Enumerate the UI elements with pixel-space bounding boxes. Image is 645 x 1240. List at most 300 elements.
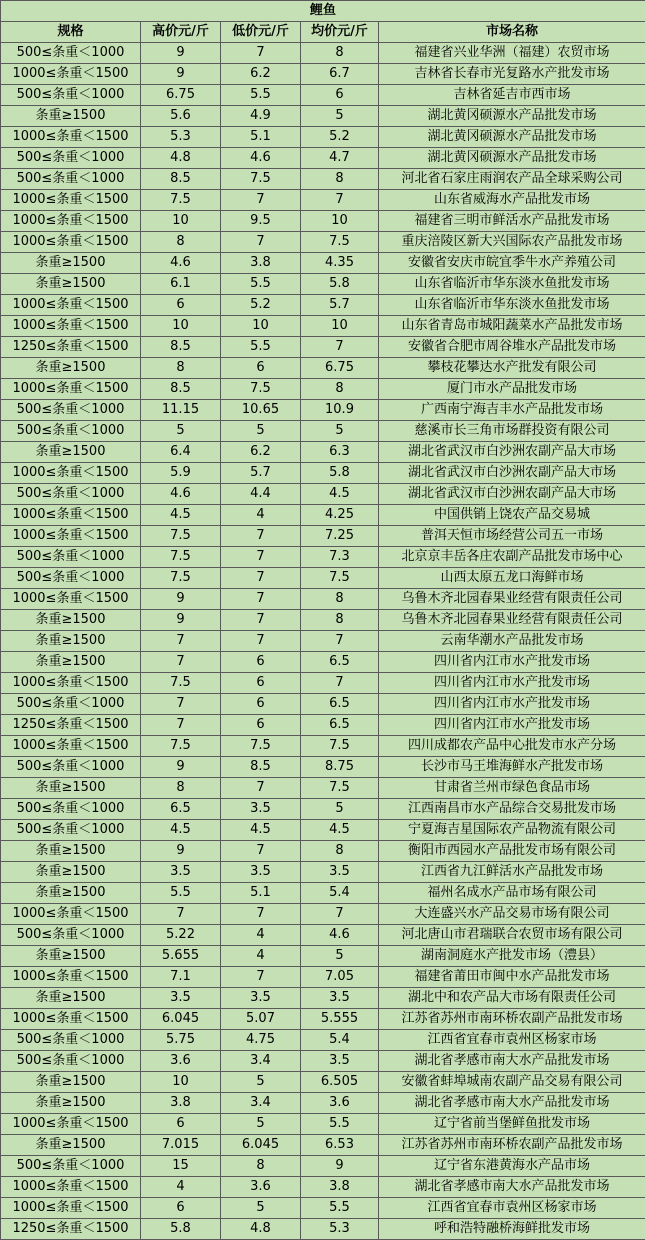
cell-avg-price: 5.555 — [301, 1009, 379, 1030]
cell-high-price: 7.5 — [141, 526, 221, 547]
cell-avg-price: 5.5 — [301, 1198, 379, 1219]
cell-spec: 500≤条重＜1000 — [1, 568, 141, 589]
table-row — [1, 337, 645, 358]
cell-market-name: 湖北省孝感市南大水产品批发市场 — [379, 1093, 645, 1114]
table-row — [1, 1030, 645, 1051]
cell-spec: 1000≤条重＜1500 — [1, 211, 141, 232]
cell-market-name: 山东省临沂市华东淡水鱼批发市场 — [379, 295, 645, 316]
cell-spec: 1000≤条重＜1500 — [1, 589, 141, 610]
cell-low-price: 7 — [221, 589, 301, 610]
cell-high-price: 7.5 — [141, 568, 221, 589]
cell-spec: 条重≥1500 — [1, 106, 141, 127]
cell-market-name: 甘肃省兰州市绿色食品市场 — [379, 778, 645, 799]
cell-low-price: 5.2 — [221, 295, 301, 316]
table-row — [1, 1093, 645, 1114]
cell-low-price: 3.6 — [221, 1177, 301, 1198]
cell-avg-price: 5 — [301, 946, 379, 967]
table-row — [1, 946, 645, 967]
cell-spec: 500≤条重＜1000 — [1, 757, 141, 778]
cell-avg-price: 5 — [301, 421, 379, 442]
cell-high-price: 10 — [141, 316, 221, 337]
cell-market-name: 四川省内江市水产批发市场 — [379, 715, 645, 736]
cell-avg-price: 4.25 — [301, 505, 379, 526]
table-row — [1, 631, 645, 652]
cell-low-price: 7 — [221, 841, 301, 862]
table-row — [1, 106, 645, 127]
table-row — [1, 1219, 645, 1240]
cell-market-name: 安徽省合肥市周谷堆水产品批发市场 — [379, 337, 645, 358]
cell-market-name: 江西省九江鲜活水产品批发市场 — [379, 862, 645, 883]
cell-low-price: 7.5 — [221, 169, 301, 190]
cell-high-price: 7.5 — [141, 547, 221, 568]
cell-low-price: 5.5 — [221, 337, 301, 358]
header-avg-price: 均价元/斤 — [301, 22, 379, 43]
cell-high-price: 6.75 — [141, 85, 221, 106]
cell-low-price: 5.07 — [221, 1009, 301, 1030]
cell-spec: 1250≤条重＜1500 — [1, 1219, 141, 1240]
cell-high-price: 5.3 — [141, 127, 221, 148]
table-body — [1, 43, 645, 1240]
cell-spec: 条重≥1500 — [1, 1135, 141, 1156]
cell-avg-price: 5.2 — [301, 127, 379, 148]
cell-market-name: 安徽省安庆市皖宜季牛水产养殖公司 — [379, 253, 645, 274]
cell-low-price: 6.2 — [221, 64, 301, 85]
cell-avg-price: 7 — [301, 631, 379, 652]
cell-low-price: 6 — [221, 358, 301, 379]
table-title: 鲤鱼 — [1, 1, 645, 22]
cell-high-price: 8.5 — [141, 337, 221, 358]
cell-low-price: 6.045 — [221, 1135, 301, 1156]
title-row — [1, 1, 645, 22]
cell-spec: 1000≤条重＜1500 — [1, 379, 141, 400]
cell-low-price: 3.5 — [221, 799, 301, 820]
cell-low-price: 5.1 — [221, 883, 301, 904]
cell-high-price: 9 — [141, 64, 221, 85]
cell-market-name: 福建省兴业华洲（福建）农贸市场 — [379, 43, 645, 64]
cell-spec: 条重≥1500 — [1, 253, 141, 274]
cell-high-price: 9 — [141, 43, 221, 64]
cell-high-price: 4.8 — [141, 148, 221, 169]
cell-market-name: 辽宁省东港黄海水产品市场 — [379, 1156, 645, 1177]
table-row — [1, 799, 645, 820]
cell-spec: 500≤条重＜1000 — [1, 484, 141, 505]
table-row — [1, 904, 645, 925]
table-row — [1, 1156, 645, 1177]
table-row — [1, 127, 645, 148]
cell-low-price: 7 — [221, 43, 301, 64]
cell-avg-price: 7 — [301, 337, 379, 358]
cell-market-name: 湖北省武汉市白沙洲农副产品大市场 — [379, 484, 645, 505]
cell-low-price: 7 — [221, 232, 301, 253]
cell-market-name: 湖北省孝感市南大水产品批发市场 — [379, 1051, 645, 1072]
cell-low-price: 4.5 — [221, 820, 301, 841]
cell-spec: 条重≥1500 — [1, 358, 141, 379]
table-row — [1, 1072, 645, 1093]
cell-low-price: 5.7 — [221, 463, 301, 484]
cell-spec: 500≤条重＜1000 — [1, 925, 141, 946]
cell-spec: 条重≥1500 — [1, 1093, 141, 1114]
cell-market-name: 宁夏海吉星国际农产品物流有限公司 — [379, 820, 645, 841]
cell-avg-price: 4.5 — [301, 484, 379, 505]
table-row — [1, 694, 645, 715]
cell-high-price: 7.5 — [141, 673, 221, 694]
table-row — [1, 841, 645, 862]
header-high-price: 高价元/斤 — [141, 22, 221, 43]
cell-spec: 500≤条重＜1000 — [1, 1156, 141, 1177]
cell-spec: 500≤条重＜1000 — [1, 421, 141, 442]
cell-market-name: 湖北黄冈硕源水产品批发市场 — [379, 127, 645, 148]
cell-high-price: 9 — [141, 757, 221, 778]
cell-avg-price: 7.5 — [301, 568, 379, 589]
cell-market-name: 山东省威海水产品批发市场 — [379, 190, 645, 211]
cell-low-price: 10.65 — [221, 400, 301, 421]
cell-market-name: 江苏省苏州市南环桥农副产品批发市场 — [379, 1009, 645, 1030]
cell-spec: 500≤条重＜1000 — [1, 85, 141, 106]
cell-low-price: 5.5 — [221, 274, 301, 295]
cell-low-price: 5 — [221, 1114, 301, 1135]
cell-avg-price: 5 — [301, 799, 379, 820]
table-row — [1, 757, 645, 778]
cell-avg-price: 7.3 — [301, 547, 379, 568]
cell-spec: 1000≤条重＜1500 — [1, 904, 141, 925]
cell-low-price: 7 — [221, 190, 301, 211]
header-low-price: 低价元/斤 — [221, 22, 301, 43]
cell-low-price: 9.5 — [221, 211, 301, 232]
table-row — [1, 463, 645, 484]
cell-high-price: 7.015 — [141, 1135, 221, 1156]
cell-high-price: 6 — [141, 1198, 221, 1219]
cell-spec: 500≤条重＜1000 — [1, 547, 141, 568]
cell-high-price: 10 — [141, 211, 221, 232]
cell-high-price: 3.8 — [141, 1093, 221, 1114]
cell-spec: 条重≥1500 — [1, 946, 141, 967]
cell-market-name: 吉林省长春市光复路水产批发市场 — [379, 64, 645, 85]
cell-spec: 1000≤条重＜1500 — [1, 736, 141, 757]
cell-market-name: 广西南宁海吉丰水产品批发市场 — [379, 400, 645, 421]
cell-spec: 条重≥1500 — [1, 610, 141, 631]
table-row — [1, 484, 645, 505]
table-row — [1, 43, 645, 64]
cell-market-name: 四川省内江市水产批发市场 — [379, 673, 645, 694]
cell-spec: 条重≥1500 — [1, 652, 141, 673]
cell-market-name: 长沙市马王堆海鲜水产批发市场 — [379, 757, 645, 778]
table-row — [1, 253, 645, 274]
cell-low-price: 5 — [221, 421, 301, 442]
cell-market-name: 湖南洞庭水产批发市场（澧县） — [379, 946, 645, 967]
cell-high-price: 7 — [141, 694, 221, 715]
cell-low-price: 5.5 — [221, 85, 301, 106]
cell-avg-price: 5.8 — [301, 274, 379, 295]
cell-high-price: 6.045 — [141, 1009, 221, 1030]
cell-spec: 1000≤条重＜1500 — [1, 1198, 141, 1219]
cell-spec: 500≤条重＜1000 — [1, 43, 141, 64]
table-row — [1, 715, 645, 736]
cell-high-price: 4.6 — [141, 484, 221, 505]
cell-low-price: 5.1 — [221, 127, 301, 148]
cell-market-name: 北京京丰岳各庄农副产品批发市场中心 — [379, 547, 645, 568]
cell-high-price: 6.1 — [141, 274, 221, 295]
cell-avg-price: 6.5 — [301, 715, 379, 736]
cell-spec: 1000≤条重＜1500 — [1, 295, 141, 316]
cell-avg-price: 7.5 — [301, 778, 379, 799]
cell-high-price: 6.4 — [141, 442, 221, 463]
cell-market-name: 河北省石家庄雨润农产品全球采购公司 — [379, 169, 645, 190]
cell-spec: 500≤条重＜1000 — [1, 820, 141, 841]
cell-high-price: 7 — [141, 904, 221, 925]
cell-high-price: 7 — [141, 652, 221, 673]
cell-avg-price: 6.7 — [301, 64, 379, 85]
table-row — [1, 736, 645, 757]
table-row — [1, 925, 645, 946]
cell-avg-price: 7.5 — [301, 232, 379, 253]
cell-high-price: 3.5 — [141, 862, 221, 883]
cell-high-price: 5.22 — [141, 925, 221, 946]
cell-spec: 1250≤条重＜1500 — [1, 337, 141, 358]
cell-market-name: 厦门市水产品批发市场 — [379, 379, 645, 400]
table-row — [1, 316, 645, 337]
cell-spec: 条重≥1500 — [1, 988, 141, 1009]
cell-low-price: 4.9 — [221, 106, 301, 127]
table-row — [1, 1114, 645, 1135]
cell-avg-price: 3.8 — [301, 1177, 379, 1198]
cell-spec: 1000≤条重＜1500 — [1, 505, 141, 526]
cell-high-price: 4.5 — [141, 505, 221, 526]
cell-avg-price: 7.05 — [301, 967, 379, 988]
cell-avg-price: 7.5 — [301, 736, 379, 757]
cell-low-price: 7.5 — [221, 736, 301, 757]
cell-low-price: 4 — [221, 946, 301, 967]
table-row — [1, 358, 645, 379]
cell-high-price: 7.5 — [141, 190, 221, 211]
table-row — [1, 148, 645, 169]
table-row — [1, 505, 645, 526]
cell-low-price: 3.5 — [221, 988, 301, 1009]
cell-spec: 1000≤条重＜1500 — [1, 1177, 141, 1198]
cell-market-name: 江西省宜春市袁州区杨家市场 — [379, 1198, 645, 1219]
cell-high-price: 5.5 — [141, 883, 221, 904]
cell-spec: 条重≥1500 — [1, 841, 141, 862]
cell-market-name: 四川省内江市水产批发市场 — [379, 694, 645, 715]
table-row — [1, 421, 645, 442]
cell-market-name: 山东省青岛市城阳蔬菜水产品批发市场 — [379, 316, 645, 337]
cell-avg-price: 6.5 — [301, 652, 379, 673]
cell-market-name: 吉林省延吉市西市场 — [379, 85, 645, 106]
cell-avg-price: 3.5 — [301, 988, 379, 1009]
cell-low-price: 7 — [221, 547, 301, 568]
cell-spec: 1000≤条重＜1500 — [1, 673, 141, 694]
cell-market-name: 衡阳市西园水产品批发市场有限公司 — [379, 841, 645, 862]
cell-low-price: 5 — [221, 1072, 301, 1093]
table-row — [1, 274, 645, 295]
cell-avg-price: 5.4 — [301, 1030, 379, 1051]
cell-spec: 1000≤条重＜1500 — [1, 1114, 141, 1135]
cell-avg-price: 3.5 — [301, 1051, 379, 1072]
cell-high-price: 3.5 — [141, 988, 221, 1009]
cell-avg-price: 10 — [301, 316, 379, 337]
cell-market-name: 江苏省苏州市南环桥农副产品批发市场 — [379, 1135, 645, 1156]
cell-market-name: 云南华潮水产品批发市场 — [379, 631, 645, 652]
cell-avg-price: 8.75 — [301, 757, 379, 778]
cell-spec: 条重≥1500 — [1, 274, 141, 295]
table-row — [1, 64, 645, 85]
cell-high-price: 9 — [141, 610, 221, 631]
cell-market-name: 普洱天恒市场经营公司五一市场 — [379, 526, 645, 547]
table-row — [1, 442, 645, 463]
table-row — [1, 820, 645, 841]
cell-avg-price: 8 — [301, 589, 379, 610]
table-row — [1, 967, 645, 988]
cell-avg-price: 10 — [301, 211, 379, 232]
cell-avg-price: 3.6 — [301, 1093, 379, 1114]
cell-high-price: 8.5 — [141, 379, 221, 400]
cell-low-price: 4 — [221, 925, 301, 946]
table-row — [1, 1051, 645, 1072]
cell-high-price: 7 — [141, 715, 221, 736]
cell-low-price: 7.5 — [221, 379, 301, 400]
cell-high-price: 7.1 — [141, 967, 221, 988]
cell-spec: 500≤条重＜1000 — [1, 169, 141, 190]
cell-low-price: 6 — [221, 652, 301, 673]
cell-spec: 条重≥1500 — [1, 442, 141, 463]
cell-low-price: 6 — [221, 673, 301, 694]
cell-low-price: 7 — [221, 526, 301, 547]
table-row — [1, 673, 645, 694]
table-row — [1, 778, 645, 799]
cell-spec: 条重≥1500 — [1, 631, 141, 652]
cell-spec: 500≤条重＜1000 — [1, 148, 141, 169]
cell-high-price: 5.9 — [141, 463, 221, 484]
table-row — [1, 1198, 645, 1219]
cell-low-price: 4.75 — [221, 1030, 301, 1051]
cell-market-name: 山东省临沂市华东淡水鱼批发市场 — [379, 274, 645, 295]
cell-spec: 条重≥1500 — [1, 862, 141, 883]
cell-avg-price: 5.7 — [301, 295, 379, 316]
cell-market-name: 安徽省蚌埠城南农副产品交易有限公司 — [379, 1072, 645, 1093]
cell-low-price: 7 — [221, 967, 301, 988]
table-row — [1, 988, 645, 1009]
cell-high-price: 6 — [141, 1114, 221, 1135]
cell-high-price: 6.5 — [141, 799, 221, 820]
cell-market-name: 乌鲁木齐北园春果业经营有限责任公司 — [379, 610, 645, 631]
cell-high-price: 5.655 — [141, 946, 221, 967]
cell-low-price: 6 — [221, 694, 301, 715]
cell-high-price: 7 — [141, 631, 221, 652]
cell-high-price: 7.5 — [141, 736, 221, 757]
cell-avg-price: 6.5 — [301, 694, 379, 715]
cell-low-price: 3.8 — [221, 253, 301, 274]
cell-market-name: 中国供销上饶农产品交易城 — [379, 505, 645, 526]
cell-avg-price: 8 — [301, 610, 379, 631]
cell-high-price: 8 — [141, 778, 221, 799]
cell-high-price: 5.8 — [141, 1219, 221, 1240]
cell-market-name: 攀枝花攀达水产批发有限公司 — [379, 358, 645, 379]
cell-low-price: 8.5 — [221, 757, 301, 778]
cell-low-price: 7 — [221, 568, 301, 589]
cell-avg-price: 6 — [301, 85, 379, 106]
cell-avg-price: 8 — [301, 841, 379, 862]
cell-avg-price: 4.5 — [301, 820, 379, 841]
header-row — [1, 22, 645, 43]
table-row — [1, 547, 645, 568]
table-row — [1, 295, 645, 316]
cell-high-price: 6 — [141, 295, 221, 316]
cell-spec: 1000≤条重＜1500 — [1, 232, 141, 253]
cell-high-price: 8 — [141, 358, 221, 379]
cell-market-name: 乌鲁木齐北园春果业经营有限责任公司 — [379, 589, 645, 610]
cell-spec: 500≤条重＜1000 — [1, 694, 141, 715]
cell-low-price: 4.8 — [221, 1219, 301, 1240]
table-row — [1, 652, 645, 673]
cell-spec: 1000≤条重＜1500 — [1, 64, 141, 85]
cell-high-price: 9 — [141, 841, 221, 862]
cell-avg-price: 3.5 — [301, 862, 379, 883]
cell-avg-price: 4.7 — [301, 148, 379, 169]
cell-market-name: 福建省莆田市闽中水产品批发市场 — [379, 967, 645, 988]
cell-avg-price: 4.6 — [301, 925, 379, 946]
cell-avg-price: 5.5 — [301, 1114, 379, 1135]
cell-low-price: 3.4 — [221, 1093, 301, 1114]
cell-market-name: 呼和浩特融桥海鲜批发市场 — [379, 1219, 645, 1240]
cell-spec: 500≤条重＜1000 — [1, 400, 141, 421]
cell-market-name: 四川省内江市水产批发市场 — [379, 652, 645, 673]
table-row — [1, 232, 645, 253]
cell-spec: 条重≥1500 — [1, 883, 141, 904]
cell-avg-price: 5.8 — [301, 463, 379, 484]
cell-low-price: 7 — [221, 610, 301, 631]
cell-spec: 1000≤条重＜1500 — [1, 526, 141, 547]
cell-high-price: 10 — [141, 1072, 221, 1093]
cell-spec: 1000≤条重＜1500 — [1, 967, 141, 988]
cell-avg-price: 5 — [301, 106, 379, 127]
cell-spec: 500≤条重＜1000 — [1, 1030, 141, 1051]
cell-market-name: 大连盛兴水产品交易市场有限公司 — [379, 904, 645, 925]
cell-spec: 1000≤条重＜1500 — [1, 1009, 141, 1030]
cell-avg-price: 7.25 — [301, 526, 379, 547]
cell-avg-price: 7 — [301, 673, 379, 694]
cell-high-price: 9 — [141, 589, 221, 610]
cell-market-name: 湖北省武汉市白沙洲农副产品大市场 — [379, 463, 645, 484]
cell-avg-price: 5.3 — [301, 1219, 379, 1240]
cell-high-price: 11.15 — [141, 400, 221, 421]
table-row — [1, 862, 645, 883]
cell-high-price: 8.5 — [141, 169, 221, 190]
cell-low-price: 6.2 — [221, 442, 301, 463]
table-row — [1, 1009, 645, 1030]
cell-low-price: 7 — [221, 778, 301, 799]
cell-market-name: 湖北黄冈硕源水产品批发市场 — [379, 106, 645, 127]
cell-high-price: 15 — [141, 1156, 221, 1177]
cell-market-name: 辽宁省前当堡鲜鱼批发市场 — [379, 1114, 645, 1135]
cell-avg-price: 7 — [301, 904, 379, 925]
cell-market-name: 江西南昌市水产品综合交易批发市场 — [379, 799, 645, 820]
cell-market-name: 山西太原五龙口海鲜市场 — [379, 568, 645, 589]
cell-high-price: 4.5 — [141, 820, 221, 841]
cell-low-price: 3.5 — [221, 862, 301, 883]
table-row — [1, 400, 645, 421]
table-row — [1, 1135, 645, 1156]
cell-avg-price: 6.53 — [301, 1135, 379, 1156]
table-row — [1, 1177, 645, 1198]
cell-spec: 条重≥1500 — [1, 778, 141, 799]
table-row — [1, 610, 645, 631]
table-row — [1, 169, 645, 190]
cell-low-price: 5 — [221, 1198, 301, 1219]
cell-market-name: 慈溪市长三角市场群投资有限公司 — [379, 421, 645, 442]
cell-avg-price: 9 — [301, 1156, 379, 1177]
cell-high-price: 3.6 — [141, 1051, 221, 1072]
cell-high-price: 8 — [141, 232, 221, 253]
cell-low-price: 4 — [221, 505, 301, 526]
